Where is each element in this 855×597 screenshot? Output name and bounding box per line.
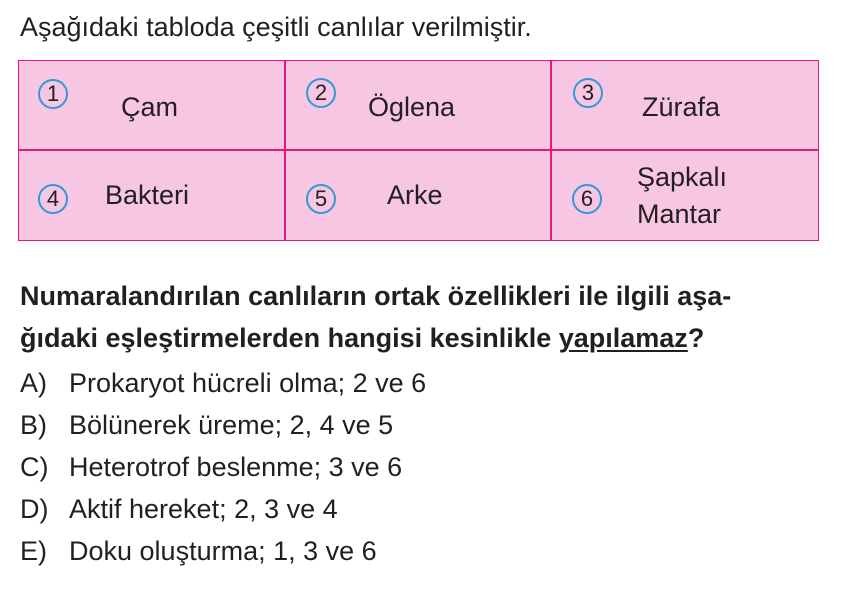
table-cell — [286, 61, 552, 151]
option-text: Aktif hereket; 2, 3 ve 4 — [69, 494, 338, 524]
option-letter: D) — [20, 494, 49, 524]
option-d[interactable] — [20, 488, 426, 530]
number-badge: 4 — [38, 184, 68, 214]
organism-name-line1: Şapkalı — [637, 162, 728, 192]
organism-name: Arke — [387, 180, 443, 210]
answer-options — [20, 362, 426, 572]
option-text: Heterotrof beslenme; 3 ve 6 — [69, 452, 403, 482]
question-line-2 — [20, 317, 820, 359]
question-line-2-end: ? — [687, 323, 705, 353]
option-c[interactable] — [20, 446, 426, 488]
table-cell — [552, 151, 818, 240]
question-emphasis: yapılamaz — [558, 323, 688, 353]
option-letter: A) — [20, 368, 47, 398]
option-letter: E) — [20, 536, 47, 566]
number-badge: 2 — [306, 78, 336, 108]
organism-name: Çam — [121, 92, 179, 122]
number-badge: 3 — [573, 78, 603, 108]
number-badge: 6 — [572, 184, 602, 214]
question-text — [20, 275, 820, 359]
option-e[interactable] — [20, 530, 426, 572]
option-b[interactable] — [20, 404, 426, 446]
table-cell — [19, 61, 286, 151]
table-cell — [19, 151, 286, 240]
question-line-1: Numaralandırılan canlıların ortak özellikleri ile ilgili aşa- — [20, 281, 732, 311]
organism-name: Bakteri — [105, 180, 190, 210]
table-cell — [286, 151, 552, 240]
intro-text: Aşağıdaki tabloda çeşitli canlılar verilmiştir. — [20, 12, 532, 42]
organism-name-line2: Mantar — [637, 199, 722, 229]
question-line-2-start: ğıdaki eşleştirmelerden hangisi kesinlikle — [20, 323, 559, 353]
option-letter: B) — [20, 410, 47, 440]
table-cell — [552, 61, 818, 151]
organisms-table — [18, 60, 819, 241]
option-text: Prokaryot hücreli olma; 2 ve 6 — [69, 368, 427, 398]
option-text: Doku oluşturma; 1, 3 ve 6 — [69, 536, 377, 566]
number-badge: 5 — [306, 184, 336, 214]
option-text: Bölünerek üreme; 2, 4 ve 5 — [69, 410, 394, 440]
organism-name: Öglena — [368, 92, 456, 122]
number-badge: 1 — [38, 79, 68, 109]
option-letter: C) — [20, 452, 49, 482]
organism-name: Zürafa — [642, 92, 721, 122]
option-a[interactable] — [20, 362, 426, 404]
